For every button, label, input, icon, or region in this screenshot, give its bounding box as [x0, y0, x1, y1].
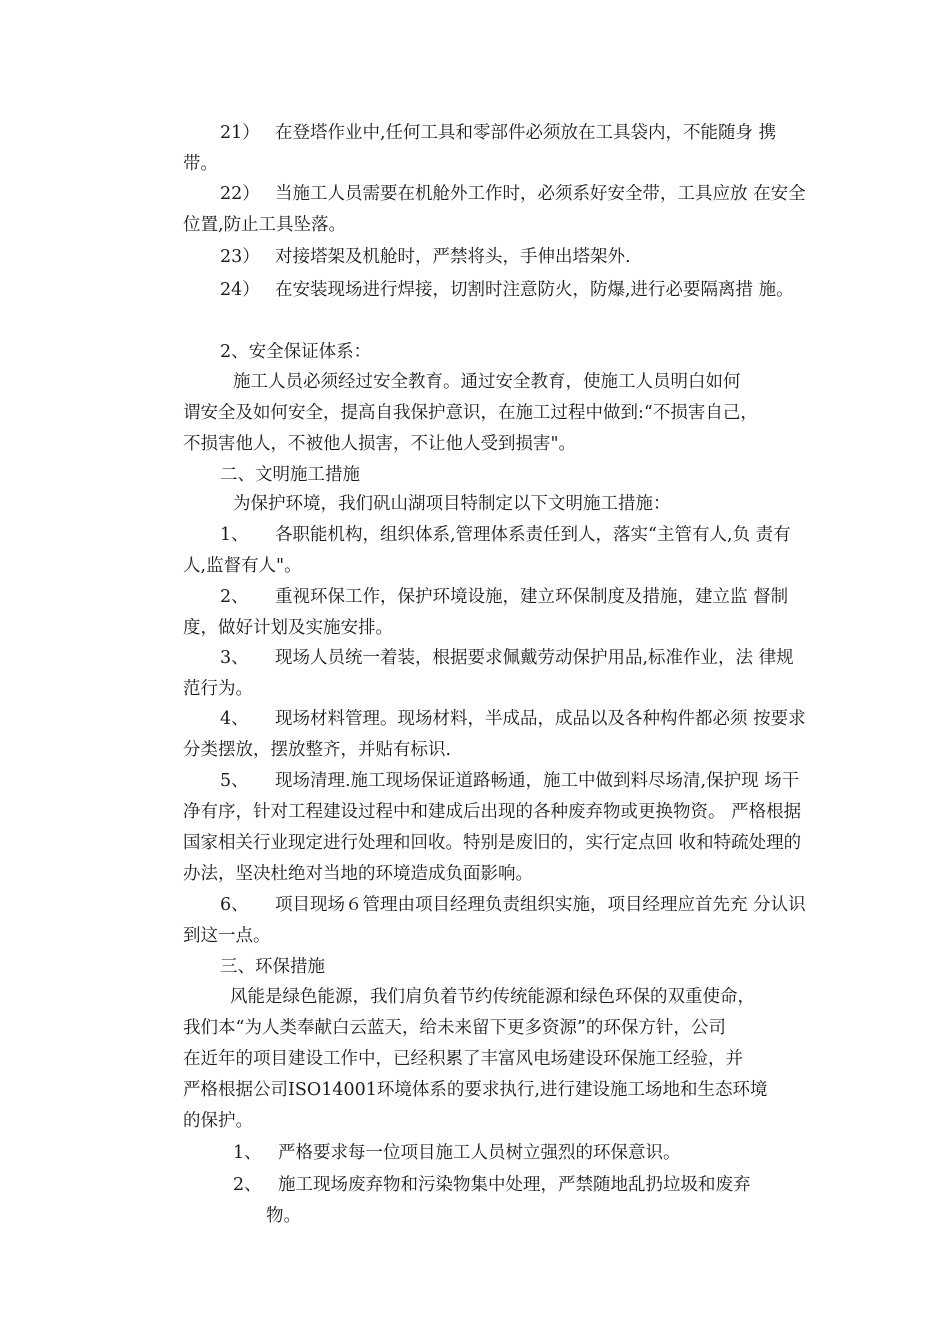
- item-number: 5、: [220, 771, 249, 791]
- civilized-item-2: [183, 582, 808, 644]
- env-item-2: [233, 1170, 808, 1232]
- item-text-line: 施。: [758, 280, 794, 300]
- civilized-item-3: [183, 643, 808, 705]
- item-text-line: 收和特疏处理的办法，坚决杜绝对当地的环境造成负面影响。: [183, 833, 802, 884]
- paragraph-line: 风能是绿色能源，我们肩负着节约传统能源和绿色环保的双重使命，: [230, 987, 755, 1007]
- item-text-line: 严格根据国家相关行业现定进行处理和回收。特别是废旧的，实行定点回: [183, 802, 802, 853]
- civilized-item-6: [183, 890, 808, 952]
- section-heading-safety-system: 2、安全保证体系：: [220, 342, 372, 362]
- item-text-line: 现场人员统一着装，根据要求佩戴劳动保护用品,标准作业，法: [275, 648, 754, 668]
- paragraph-line: 我们本“为人类奉献白云蓝天，给未来留下更多资源”的环保方针，公司: [183, 1018, 726, 1038]
- safety-item-23: [183, 242, 808, 273]
- item-text-line: 各职能机构，组织体系,管理体系责任到人，落实“主管有人,负: [275, 525, 751, 545]
- item-text-line: 督制度，做好计划及实施安排。: [183, 587, 789, 638]
- paragraph-line: 严格根据公司ISO14001环境体系的要求执行,进行建设施工场地和生态环境: [183, 1080, 768, 1100]
- item-text-line: 在安装现场进行焊接，切割时注意防火，防爆,进行必要隔离措: [275, 280, 754, 300]
- item-number: 2、: [233, 1175, 262, 1195]
- item-number: 2、: [220, 587, 249, 607]
- item-number: 4、: [220, 709, 249, 729]
- safety-item-22: [183, 179, 808, 241]
- item-text-line: 重视环保工作，保护环境设施，建立环保制度及措施，建立监: [275, 587, 748, 607]
- item-text-line: 律规范行为。: [183, 648, 794, 699]
- env-paragraph: [183, 982, 808, 1137]
- item-text-line: 在登塔作业中,任何工具和零部件必须放在工具袋内，不能随身: [275, 123, 754, 143]
- item-number: 22）: [220, 184, 260, 204]
- item-text-line: 对接塔架及机舱时，严禁将头，手伸出塔架外.: [275, 247, 631, 267]
- civilized-item-4: [183, 704, 808, 766]
- item-number: 23）: [220, 247, 260, 267]
- safety-item-21: [183, 118, 808, 180]
- env-item-1: [233, 1138, 808, 1169]
- item-text-line: 现场材料管理。现场材料，半成品，成品以及各种构件都必须: [275, 709, 748, 729]
- item-number: 21）: [220, 123, 260, 143]
- item-number: 24）: [220, 280, 260, 300]
- item-text-line: 分认识到这一点。: [183, 895, 806, 946]
- paragraph-line: 在近年的项目建设工作中，已经积累了丰富风电场建设环保施工经验，并: [183, 1049, 743, 1069]
- item-text-line: 项目现场６管理由项目经理负责组织实施，项目经理应首先充: [275, 895, 748, 915]
- item-text-line: 物。: [266, 1206, 301, 1226]
- item-text-line: 当施工人员需要在机舱外工作时，必须系好安全带，工具应放: [275, 184, 748, 204]
- item-number: 3、: [220, 648, 249, 668]
- paragraph-line: 施工人员必须经过安全教育。通过安全教育，使施工人员明白如何: [233, 372, 741, 392]
- item-number: 1、: [233, 1143, 262, 1163]
- item-text-line: 严格要求每一位项目施工人员树立强烈的环保意识。: [278, 1143, 681, 1163]
- section-heading-env: 三、环保措施: [220, 957, 325, 977]
- safety-system-paragraph: [183, 367, 808, 460]
- item-text-line: 在安全位置,防止工具坠落。: [183, 184, 806, 235]
- item-text-line: 责有人,监督有人"。: [183, 525, 791, 576]
- item-text-line: 现场清理.施工现场保证道路畅通，施工中做到料尽场清,保护现: [275, 771, 759, 791]
- item-number: 6、: [220, 895, 249, 915]
- item-text-line: 施工现场废弃物和污染物集中处理，严禁随地乱扔垃圾和废弃: [278, 1175, 751, 1195]
- civilized-item-5: [183, 766, 808, 890]
- paragraph-line: 的保护。: [183, 1111, 253, 1131]
- item-text-line: 场干净有序，针对工程建设过程中和建成后出现的各种废弃物或更换物资。: [183, 771, 800, 822]
- civilized-intro: 为保护环境，我们矾山湖项目特制定以下文明施工措施：: [233, 494, 671, 514]
- item-text-line: 携带。: [183, 123, 777, 174]
- paragraph-line: 谓安全及如何安全，提高自我保护意识，在施工过程中做到:“不损害自己，: [183, 403, 758, 423]
- civilized-item-1: [183, 520, 808, 582]
- item-number: 1、: [220, 525, 249, 545]
- item-text-line: 按要求分类摆放，摆放整齐，并贴有标识.: [183, 709, 806, 760]
- paragraph-line: 不损害他人，不被他人损害，不让他人受到损害"。: [183, 434, 577, 454]
- section-heading-civilized: 二、文明施工措施: [220, 465, 360, 485]
- safety-item-24: [183, 275, 808, 306]
